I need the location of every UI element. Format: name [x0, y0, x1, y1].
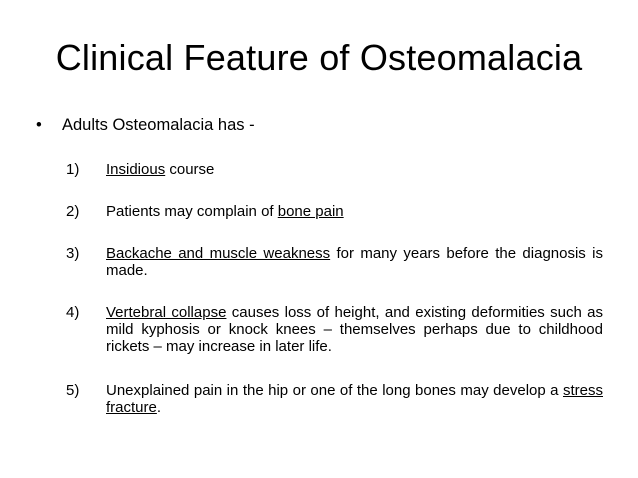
text-plain: Patients may complain of	[106, 203, 278, 220]
list-item-number: 3)	[66, 245, 80, 262]
list-item-text	[106, 203, 603, 220]
list-item-1	[66, 161, 603, 178]
slide-title: Clinical Feature of Osteomalacia	[55, 37, 583, 78]
bullet-point	[36, 115, 255, 135]
list-item-text	[106, 304, 603, 355]
text-plain: course	[165, 161, 215, 178]
list-item-3	[66, 245, 603, 279]
list-item-number: 5)	[66, 382, 80, 399]
text-plain: Unexplained pain in the hip or one of the long bones may develop a	[106, 382, 563, 399]
text-underlined: stress fracture	[106, 382, 603, 416]
text-plain: for many years before the diagnosis is made.	[106, 245, 603, 279]
text-underlined: Insidious	[106, 161, 166, 178]
bullet-icon: •	[36, 116, 42, 134]
text-underlined: Vertebral collapse	[106, 304, 227, 321]
list-item-number: 2)	[66, 203, 80, 220]
list-item-4	[66, 304, 603, 355]
text-plain: .	[156, 399, 162, 416]
list-item-text	[106, 382, 603, 416]
text-underlined: bone pain	[277, 203, 344, 220]
list-item-5	[66, 382, 603, 416]
list-item-number: 1)	[66, 161, 80, 178]
list-item-text	[106, 245, 603, 279]
list-item-text	[106, 161, 603, 178]
text-plain: causes loss of height, and existing deformities such as mild kyphosis or knock knees – themselves perhaps due to childhood rickets – may increase in later life.	[106, 304, 603, 355]
text-underlined: Backache and muscle weakness	[106, 245, 331, 262]
bullet-text: Adults Osteomalacia has -	[62, 116, 255, 134]
list-item-2	[66, 203, 603, 220]
list-item-number: 4)	[66, 304, 80, 321]
